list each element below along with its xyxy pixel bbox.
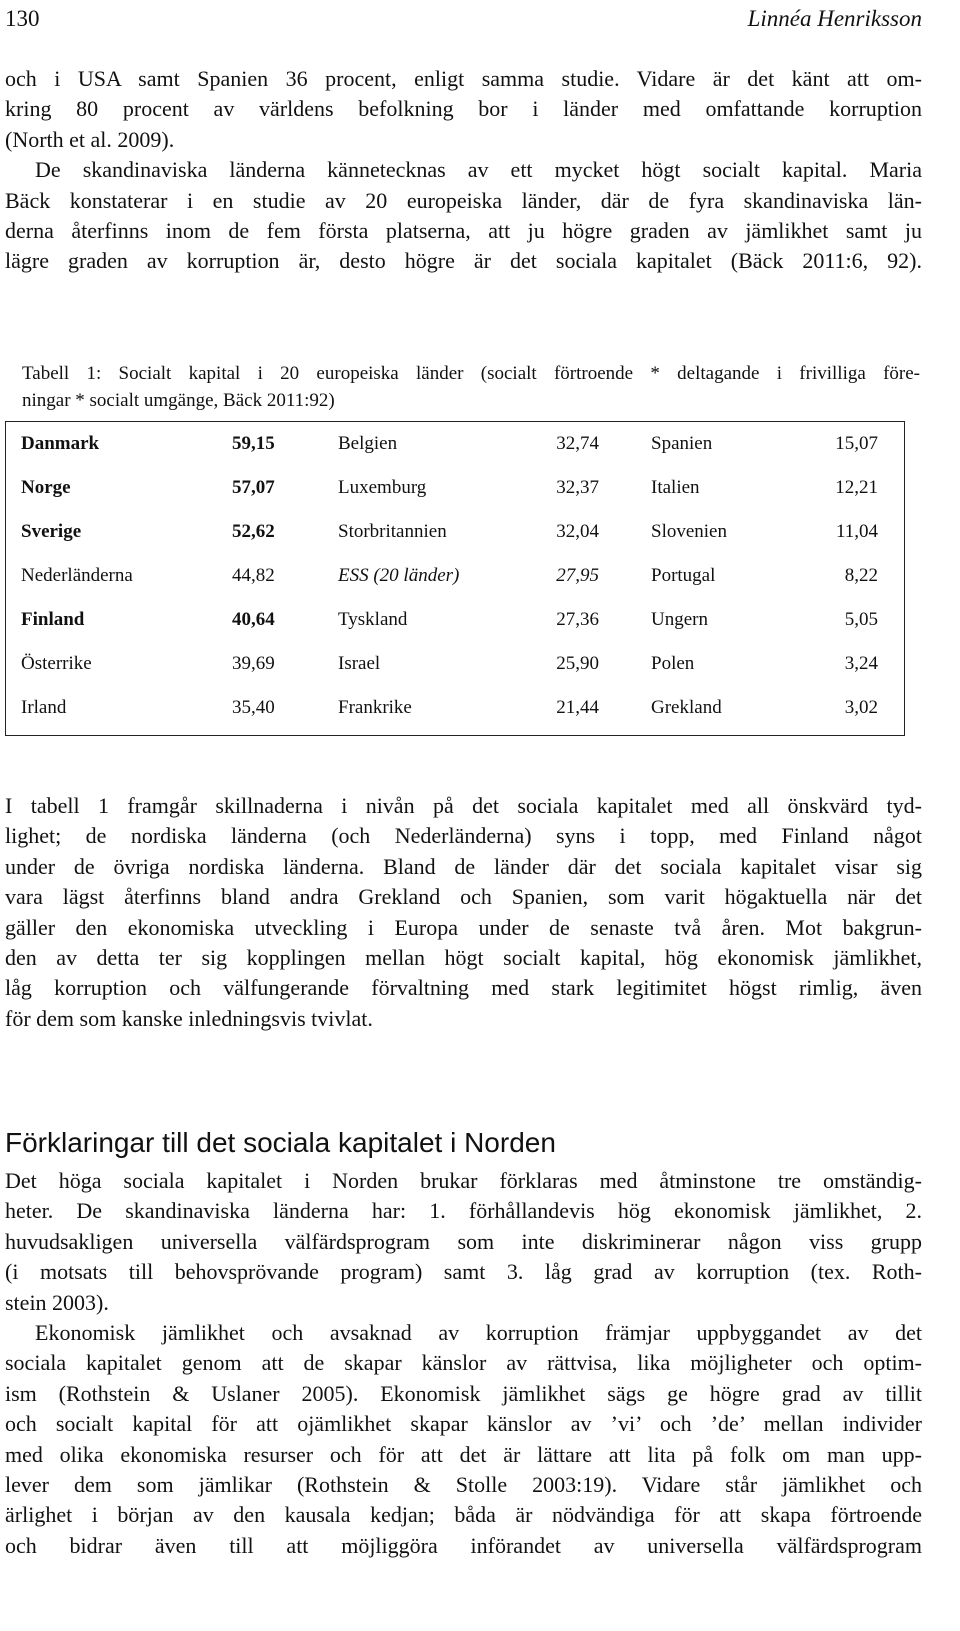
country-cell: Israel	[338, 653, 381, 674]
country-cell: Finland	[21, 609, 85, 630]
country-cell: Slovenien	[651, 521, 727, 542]
country-cell: Storbritannien	[338, 521, 447, 542]
table-commentary-paragraph	[5, 791, 922, 1034]
table-row	[6, 422, 904, 466]
value-cell: 32,04	[556, 521, 599, 542]
value-cell: 40,64	[232, 609, 275, 630]
text-line: stein 2003).	[5, 1289, 109, 1315]
text-line: kring 80 procent av världens befolkning bor i länder med omfattande korruption	[5, 96, 922, 122]
text-line: (i motsats till behovsprövande program) samt 3. låg grad av korruption (tex. Roth-	[5, 1259, 922, 1285]
text-line: derna återfinns inom de fem första platserna, att ju högre graden av jämlikhet samt ju	[5, 218, 922, 244]
social-capital-table	[5, 421, 905, 736]
country-cell: Belgien	[338, 433, 398, 454]
intro-paragraph	[5, 64, 922, 277]
country-cell: Norge	[21, 477, 71, 498]
text-line: Det höga sociala kapitalet i Norden brukar förklaras med åtminstone tre omständig-	[5, 1168, 922, 1193]
value-cell: 15,07	[835, 433, 878, 454]
value-cell: 12,21	[835, 477, 878, 498]
value-cell: 25,90	[556, 653, 599, 674]
text-line: lighet; de nordiska länderna (och Nederländerna) syns i topp, med Finland något	[5, 823, 922, 849]
running-title: Linnéa Henriksson	[747, 6, 922, 31]
section-paragraph	[5, 1166, 922, 1561]
text-line: gäller den ekonomiska utveckling i Europa under de senaste två åren. Mot bakgrun-	[5, 914, 922, 940]
value-cell: 8,22	[844, 565, 878, 586]
text-line: lever dem som jämlikar (Rothstein & Stolle 2003:19). Vidare står jämlikhet och	[5, 1472, 922, 1498]
text-line: De skandinaviska länderna kännetecknas av ett mycket högt socialt kapital. Maria	[35, 157, 922, 183]
table-caption	[22, 360, 920, 414]
value-cell: 44,82	[232, 565, 275, 586]
value-cell: 52,62	[232, 521, 275, 542]
text-line: med olika ekonomiska resurser och för att det är lättare att lita på folk om man upp-	[5, 1441, 922, 1467]
country-cell: Sverige	[21, 521, 82, 542]
country-cell: Grekland	[651, 697, 722, 718]
value-cell: 3,24	[844, 653, 878, 674]
table-row	[6, 510, 904, 554]
table-row	[6, 642, 904, 686]
text-line: och i USA samt Spanien 36 procent, enligt samma studie. Vidare är det känt att om-	[5, 66, 922, 91]
value-cell: 27,36	[556, 609, 599, 630]
text-line: sociala kapitalet genom att de skapar känslor av rättvisa, lika möjligheter och optim-	[5, 1350, 922, 1376]
table-row	[6, 554, 904, 598]
country-cell: Irland	[21, 697, 67, 718]
country-cell: Tyskland	[338, 609, 408, 630]
value-cell: 11,04	[835, 521, 878, 542]
text-line: Bäck konstaterar i en studie av 20 europeiska länder, där de fyra skandinaviska län-	[5, 187, 922, 213]
text-line: ism (Rothstein & Uslaner 2005). Ekonomisk jämlikhet sägs ge högre grad av tillit	[5, 1380, 922, 1406]
text-line: låg korruption och välfungerande förvaltning med stark legitimitet högst rimlig, även	[5, 975, 922, 1001]
text-line: och bidrar även till att möjliggöra införandet av universella välfärdsprogram	[5, 1532, 922, 1558]
country-cell: Polen	[651, 653, 695, 674]
text-line: för dem som kanske inledningsvis tvivlat.	[5, 1005, 373, 1031]
country-cell: ESS (20 länder)	[338, 565, 460, 586]
country-cell: Danmark	[21, 433, 100, 454]
value-cell: 57,07	[232, 477, 275, 498]
table-row	[6, 466, 904, 510]
table-row	[6, 598, 904, 642]
country-cell: Nederländerna	[21, 565, 133, 586]
page-number: 130	[5, 6, 40, 31]
country-cell: Österrike	[21, 653, 92, 674]
value-cell: 5,05	[844, 609, 878, 630]
country-cell: Frankrike	[338, 697, 412, 718]
text-line: I tabell 1 framgår skillnaderna i nivån på det sociala kapitalet med all önskvärd tyd-	[5, 793, 922, 818]
country-cell: Spanien	[651, 433, 713, 454]
text-line: den av detta ter sig kopplingen mellan högt socialt kapital, hög ekonomisk jämlikhet,	[5, 945, 922, 971]
country-cell: Luxemburg	[338, 477, 427, 498]
value-cell: 59,15	[232, 433, 275, 454]
value-cell: 21,44	[556, 697, 599, 718]
section-heading: Förklaringar till det sociala kapitalet i Norden	[5, 1127, 556, 1159]
value-cell: 35,40	[232, 697, 275, 718]
text-line: huvudsakligen universella välfärdsprogram som inte diskriminerar någon viss grupp	[5, 1228, 922, 1254]
value-cell: 32,74	[556, 433, 599, 454]
table-row	[6, 686, 904, 730]
text-line: och socialt kapital för att ojämlikhet skapar känslor av ’vi’ och ’de’ mellan individer	[5, 1411, 922, 1437]
value-cell: 39,69	[232, 653, 275, 674]
text-line: heter. De skandinaviska länderna har: 1. förhållandevis hög ekonomisk jämlikhet, 2.	[5, 1198, 922, 1224]
country-cell: Italien	[651, 477, 700, 498]
value-cell: 27,95	[556, 565, 599, 586]
country-cell: Ungern	[651, 609, 708, 630]
country-cell: Portugal	[651, 565, 716, 586]
caption-line: Tabell 1: Socialt kapital i 20 europeiska länder (socialt förtroende * deltagande i frivilliga före-	[22, 363, 920, 384]
text-line: Ekonomisk jämlikhet och avsaknad av korruption främjar uppbyggandet av det	[35, 1320, 922, 1346]
text-line: lägre graden av korruption är, desto högre är det sociala kapitalet (Bäck 2011:6, 92).	[5, 248, 922, 274]
text-line: vara lägst återfinns bland andra Grekland och Spanien, som varit högaktuella när det	[5, 884, 922, 910]
running-header	[5, 6, 922, 36]
value-cell: 3,02	[844, 697, 878, 718]
text-line: under de övriga nordiska länderna. Bland de länder där det sociala kapitalet visar sig	[5, 853, 922, 879]
text-line: ärlighet i början av den kausala kedjan; båda är nödvändiga för att skapa förtroende	[5, 1502, 922, 1528]
value-cell: 32,37	[556, 477, 599, 498]
text-line: (North et al. 2009).	[5, 126, 175, 152]
caption-line: ningar * socialt umgänge, Bäck 2011:92)	[22, 390, 335, 411]
